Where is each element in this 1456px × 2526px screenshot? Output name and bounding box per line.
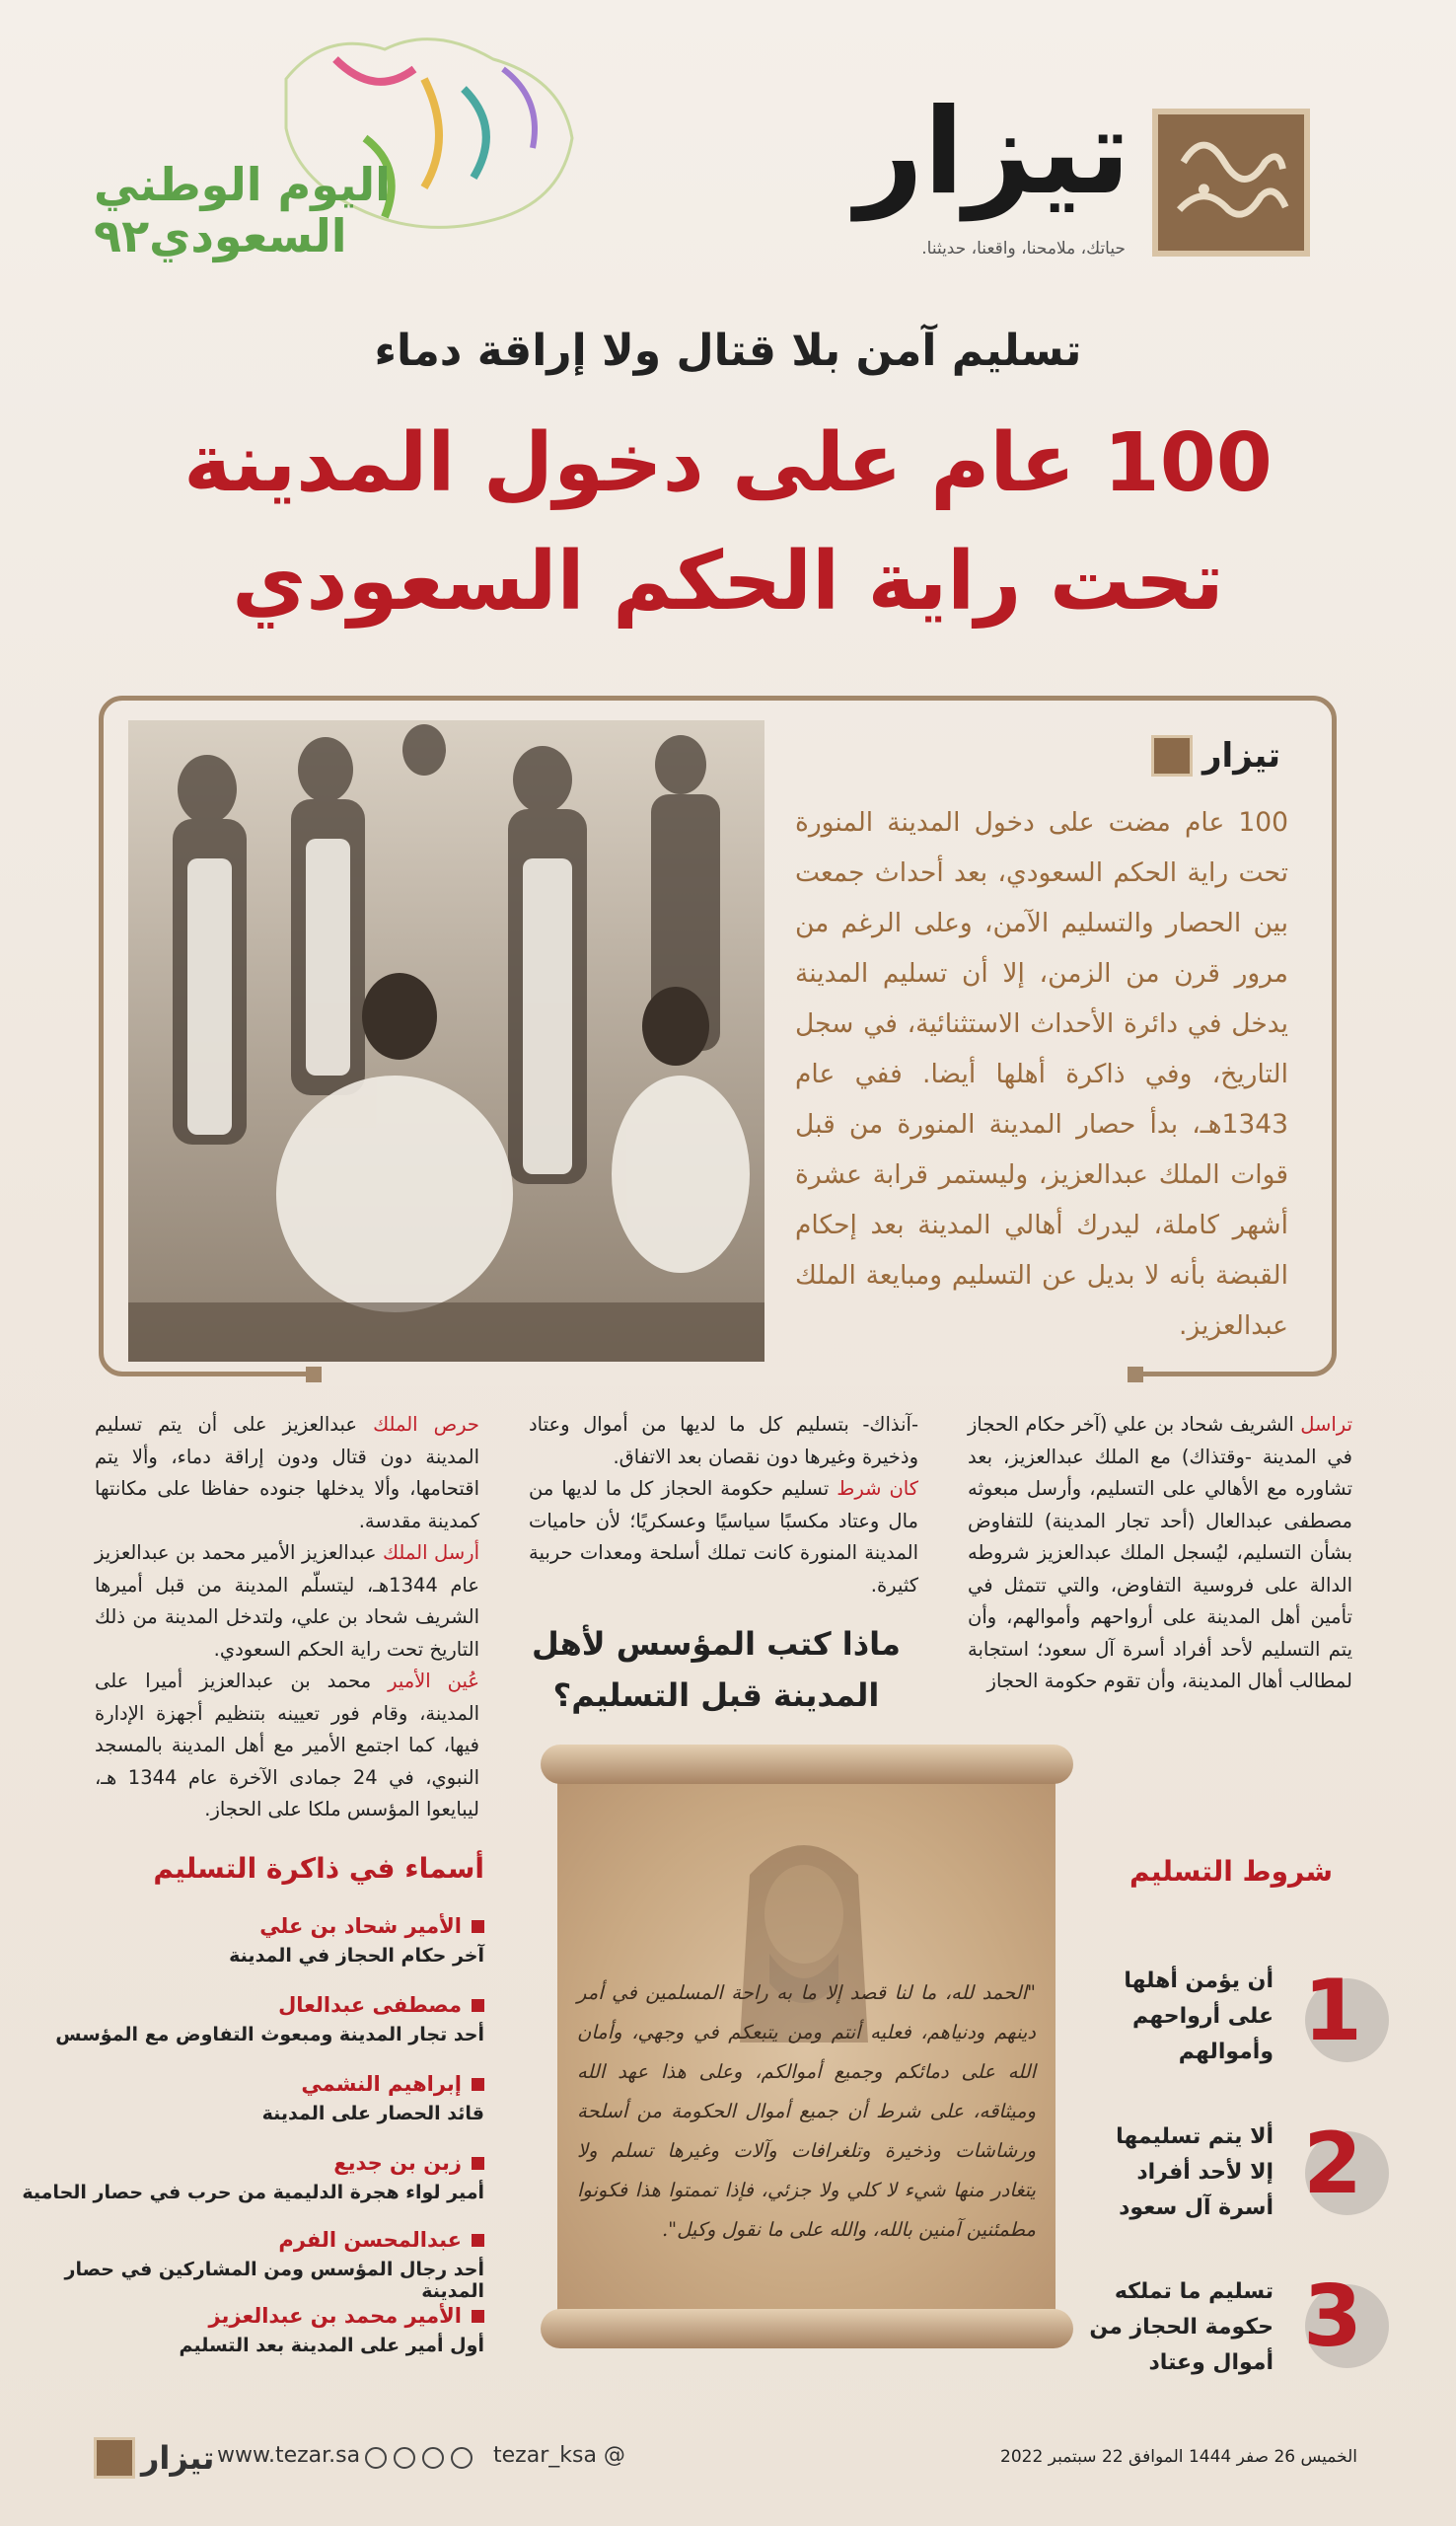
bullet-square-icon	[472, 1920, 484, 1933]
bullet-square-icon	[472, 2078, 484, 2091]
person-desc: أول أمير على المدينة بعد التسليم	[179, 2335, 484, 2356]
person-desc: أحد تجار المدينة ومبعوث التفاوض مع المؤسس	[55, 2024, 484, 2045]
headline-title-line1: 100 عام على دخول المدينة	[183, 416, 1273, 510]
keyword: كان شرط	[837, 1477, 918, 1500]
condition-number: 3	[1303, 2267, 1362, 2366]
historic-photo	[128, 720, 764, 1362]
frame-corner-square	[306, 1367, 322, 1382]
brand-mini-icon	[94, 2437, 135, 2479]
paragraph: تسليم حكومة الحجاز كل ما لديها من مال وعتاد مكسبًا سياسيًا وعسكريًا؛ لأن حاميات المدينة المنورة كانت تملك أسلحة ومعدات حربية كثيرة.	[529, 1477, 918, 1597]
column-right	[968, 1409, 1352, 1698]
paragraph: -آنذاك- بتسليم كل ما لديها من أموال وعتاد وذخيرة وغيرها دون نقصان بعد الاتفاق.	[529, 1413, 918, 1468]
keyword: حرص الملك	[373, 1413, 479, 1436]
footer-date: الخميس 26 صفر 1444 الموافق 22 سبتمبر 2022	[1000, 2447, 1357, 2467]
scroll-rod-top	[541, 1745, 1073, 1784]
list-item	[21, 2304, 484, 2356]
list-item	[21, 2228, 484, 2302]
brand-tagline: حياتك، ملامحنا، واقعنا، حديثنا.	[921, 239, 1126, 259]
condition-line: حكومة الحجاز من	[1089, 2315, 1274, 2340]
condition-line: على أرواحهم	[1132, 2004, 1274, 2029]
condition-line: أن يؤمن أهلها	[1124, 1969, 1274, 1993]
person-desc: قائد الحصار على المدينة	[261, 2103, 484, 2124]
founder-letter: "الحمد لله، ما لنا قصد إلا ما به راحة المسلمين في أمر دينهم ودنياهم، فعليه أنتم ومن يتبعكم في وجهي، وأمان الله على دمائكم وجميع أموالكم، وعلى هذا عهد الله وميثاقه، على شرط أن جميع أموال الحكومة من أسلحة ورشاشات وذخيرة وتلغرافات وآلات وغيرها تسلم ولا يتغادر منها شيء لا كلي ولا جزئي، فإذا تممتوا هذا فكونوا مطمئنين آمنين بالله، والله على ما نقول وكيل".	[577, 1981, 1036, 2241]
question-heading	[470, 1618, 963, 1721]
condition-item	[1116, 2119, 1274, 2226]
bullet-square-icon	[472, 2310, 484, 2323]
footer-social-handle[interactable]: @ tezar_ksa	[493, 2443, 625, 2468]
person-name: إبراهيم النشمي	[301, 2072, 462, 2096]
conditions-heading: شروط التسليم	[1128, 1855, 1333, 1888]
paragraph: عبدالعزيز على أن يتم تسليم المدينة دون قتال ودون إراقة دماء، وألا يتم اقتحامها، وألا يدخلها جنوده حفاظا على مكانتها كمدينة مقدسة.	[95, 1413, 479, 1532]
person-desc: أحد رجال المؤسس ومن المشاركين في حصار المدينة	[64, 2259, 484, 2302]
condition-line: إلا لأحد أفراد	[1136, 2160, 1274, 2185]
keyword: تراسل	[1300, 1413, 1352, 1436]
condition-number: 2	[1303, 2115, 1362, 2213]
condition-line: وأموالهم	[1178, 2040, 1274, 2064]
list-item	[21, 2151, 484, 2203]
paragraph: محمد بن عبدالعزيز أميرا على المدينة، وقام فور تعيينه بتنظيم أجهزة الإدارة فيها، كما اجتمع الأمير مع أهل المدينة بالمسجد النبوي، في 24 جمادى الآخرة عام 1344 هـ، ليبايعوا المؤسس ملكا على الحجاز.	[95, 1670, 480, 1820]
headline-title-line2: تحت راية الحكم السعودي	[232, 535, 1224, 629]
paragraph: عبدالعزيز الأمير محمد بن عبدالعزيز عام 1344هـ، ليتسلّم المدينة من قبل أميرها الشريف شحاد بن علي، ولتدخل المدينة من ذلك التاريخ تحت راية الحكم السعودي.	[95, 1541, 479, 1661]
column-left	[95, 1409, 479, 1826]
brand-name: تيزار	[855, 84, 1130, 221]
national-day-line1: اليوم الوطني	[94, 158, 391, 211]
person-name: الأمير شحاد بن علي	[259, 1914, 462, 1938]
list-item	[21, 1914, 484, 1967]
intro-logo	[1151, 735, 1280, 777]
paragraph: الشريف شحاد بن علي (آخر حكام الحجاز في المدينة -وقتذاك) مع الملك عبدالعزيز، بعد تشاوره مع الأهالي على التسليم، وأرسل مبعوثه مصطفى عبدالعال (أحد تجار المدينة) للتفاوض بشأن التسليم، ليُسجل الملك عبدالعزيز شروطه الدالة على فروسية التفاوض، والتي تتمثل في تأمين أهل المدينة على أرواحهم وأموالهم، وأن يتم التسليم لأحد أفراد أسرة آل سعود؛ استجابة لمطالب أهال المدينة، وأن تقوم حكومة الحجاز	[968, 1413, 1352, 1692]
national-day-line2: السعودي٩٢	[94, 209, 347, 262]
calligraphy-icon	[1158, 114, 1304, 251]
snapchat-icon[interactable]	[451, 2447, 473, 2469]
youtube-icon[interactable]	[422, 2447, 444, 2469]
scroll-rod-bottom	[541, 2309, 1073, 2348]
condition-line: ألا يتم تسليمها	[1116, 2124, 1274, 2149]
list-item	[21, 2072, 484, 2124]
person-desc: آخر حكام الحجاز في المدينة	[229, 1945, 484, 1967]
person-desc: أمير لواء هجرة الدليمية من حرب في حصار الحامية	[22, 2182, 484, 2203]
keyword: عُين الأمير	[388, 1670, 479, 1692]
bullet-square-icon	[472, 2157, 484, 2170]
condition-item	[1089, 2274, 1274, 2381]
question-line1: ماذا كتب المؤسس لأهل	[532, 1625, 901, 1663]
footer-social-icons	[365, 2447, 473, 2469]
bullet-square-icon	[472, 2234, 484, 2247]
condition-line: أموال وعتاد	[1148, 2350, 1274, 2375]
question-line2: المدينة قبل التسليم؟	[552, 1676, 880, 1714]
person-name: زبن بن جديع	[333, 2151, 462, 2175]
frame-gap	[312, 1367, 1135, 1386]
list-item	[21, 1993, 484, 2045]
bullet-square-icon	[472, 1999, 484, 2012]
twitter-icon[interactable]	[365, 2447, 387, 2469]
condition-line: تسليم ما تملكه	[1114, 2279, 1274, 2304]
brand-mini-icon	[1151, 735, 1193, 777]
instagram-icon[interactable]	[394, 2447, 415, 2469]
frame-corner-square	[1128, 1367, 1143, 1382]
footer-logo-word: تيزار	[141, 2439, 215, 2477]
person-name: الأمير محمد بن عبدالعزيز	[208, 2304, 462, 2328]
footer-website[interactable]: www.tezar.sa	[217, 2443, 361, 2468]
intro-logo-word: تيزار	[1201, 736, 1280, 776]
person-name: مصطفى عبدالعال	[278, 1993, 462, 2017]
intro-paragraph: 100 عام مضت على دخول المدينة المنورة تحت راية الحكم السعودي، بعد أحداث جمعت بين الحصار والتسليم الآمن، وعلى الرغم من مرور قرن من الزمن، إلا أن تسليم المدينة يدخل في دائرة الأحداث الاستثنائية، في سجل التاريخ، وفي ذاكرة أهلها أيضا. ففي عام 1343هـ، بدأ حصار المدينة المنورة من قبل قوات الملك عبدالعزيز، وليستمر قرابة عشرة أشهر كاملة، ليدرك أهالي المدينة بعد إحكام القبضة بأنه لا بديل عن التسليم ومبايعة الملك عبدالعزيز.	[795, 807, 1288, 1341]
headline-subtitle: تسليم آمن بلا قتال ولا إراقة دماء	[374, 326, 1082, 376]
footer-logo	[94, 2437, 214, 2479]
person-name: عبدالمحسن الفرم	[278, 2228, 462, 2252]
keyword: أرسل الملك	[383, 1541, 479, 1564]
names-heading: أسماء في ذاكرة التسليم	[153, 1852, 484, 1885]
condition-number: 1	[1303, 1962, 1362, 2060]
condition-item	[1124, 1964, 1274, 2070]
column-middle	[529, 1409, 918, 1601]
brand-logo-mark	[1152, 109, 1310, 257]
condition-line: أسرة آل سعود	[1119, 2195, 1274, 2220]
